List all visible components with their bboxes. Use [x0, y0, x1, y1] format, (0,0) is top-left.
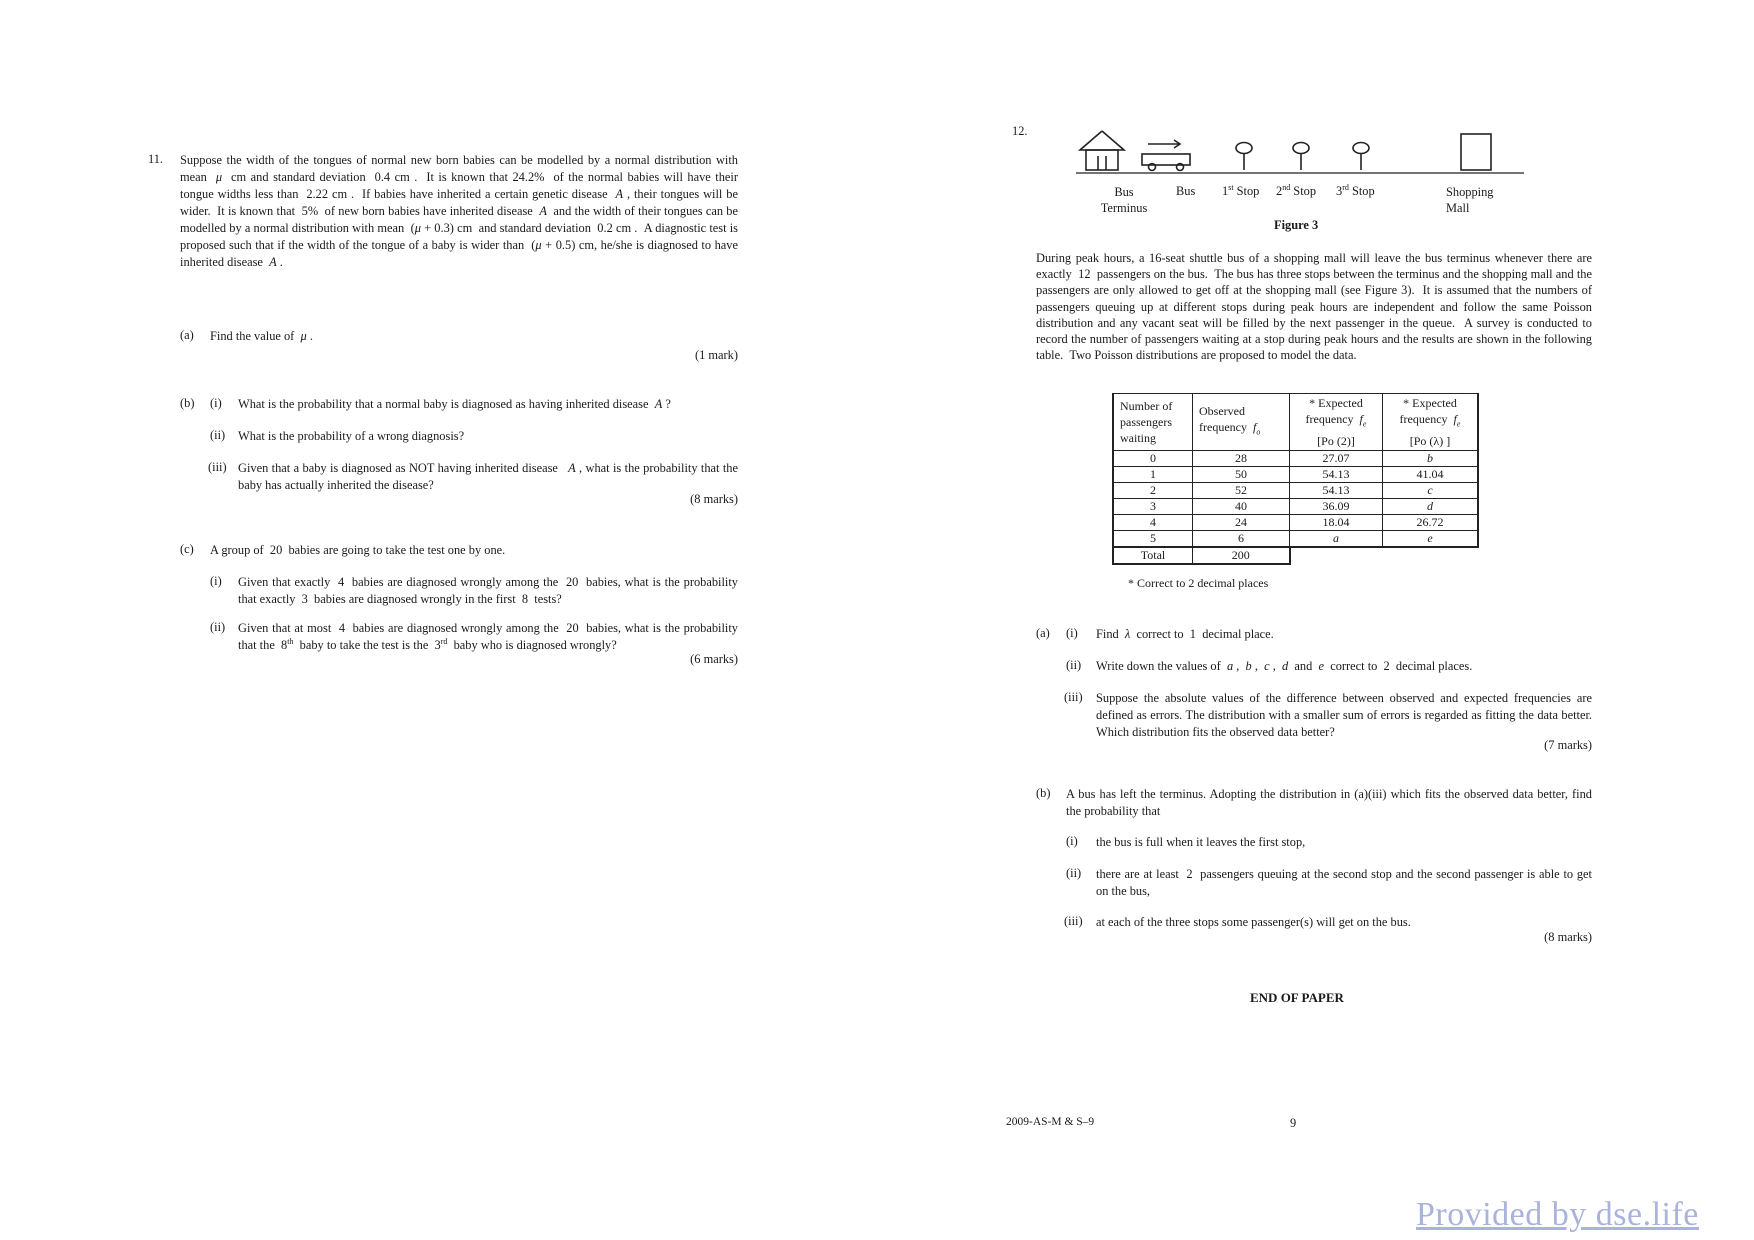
part-b-text: A bus has left the terminus. Adopting the distribution in (a)(iii) which fits the observed data better, find the probability that	[1066, 787, 1592, 818]
part-c-label: (c)	[180, 542, 194, 556]
table-cell: 50	[1193, 467, 1290, 483]
table-total-label: Total	[1113, 547, 1193, 564]
figure-label-stop-2: 2nd Stop	[1276, 182, 1317, 198]
part-c-ii-label: (ii)	[210, 620, 226, 634]
table-total-value: 200	[1193, 547, 1290, 564]
table-row	[1113, 515, 1478, 531]
table-cell: e	[1383, 531, 1479, 548]
part-b-iii-label: (iii)	[208, 460, 227, 474]
paper-code: 2009-AS-M & S–9	[1006, 1116, 1095, 1128]
question-number: 12.	[1012, 124, 1028, 138]
header-passengers: Number of passengers waiting	[1113, 394, 1193, 451]
figure-label-stop-1: 1st Stop	[1222, 182, 1260, 198]
question-11-intro: Suppose the width of the tongues of normal new born babies can be modelled by a normal distribution with mean μ cm and standard deviation 0.4 cm . It is known that 24.2% of the normal babies will have their tongue widths less than 2.22 cm . If babies have inherited a certain genetic disease A , their tongues will be wider. It is known that 5% of new born babies have inherited disease A and the width of their tongues can be modelled by a normal distribution with mean (μ + 0.3) cm and standard deviation 0.2 cm . A diagnostic test is proposed such that if the width of the tongue of a baby is wider than (μ + 0.5) cm, he/she is diagnosed to have inherited disease A .	[180, 153, 739, 269]
part-c-ii-text: Given that at most 4 babies are diagnosed wrongly among the 20 babies, what is the probability that the 8th baby to take the test is the 3rd baby who is diagnosed wrongly?	[238, 621, 738, 652]
part-a-i-text: Find λ correct to 1 decimal place.	[1096, 627, 1274, 641]
table-cell: b	[1383, 451, 1479, 467]
part-b-marks: (8 marks)	[1544, 930, 1592, 944]
part-a-marks: (1 mark)	[694, 348, 738, 362]
table-cell: 52	[1193, 483, 1290, 499]
table-cell: 0	[1113, 451, 1193, 467]
part-c-text: A group of 20 babies are going to take the test one by one.	[210, 543, 506, 557]
table-cell: 2	[1113, 483, 1193, 499]
header-expected-pol: * Expected frequency $f_e$ [Po (λ) ]	[1383, 394, 1479, 451]
part-b-i-text: What is the probability that a normal baby is diagnosed as having inherited disease A ?	[238, 397, 671, 411]
part-c-marks: (6 marks)	[690, 652, 738, 666]
part-a-ii-label: (ii)	[1066, 658, 1082, 672]
figure-caption: Figure 3	[1274, 218, 1319, 232]
table-row	[1113, 483, 1478, 499]
table-cell: c	[1383, 483, 1479, 499]
part-b-iii-label: (iii)	[1064, 914, 1083, 928]
table-cell: 27.07	[1290, 451, 1383, 467]
part-b-i-label: (i)	[210, 396, 222, 410]
part-a-marks: (7 marks)	[1544, 738, 1592, 752]
question-12-intro: During peak hours, a 16-seat shuttle bus of a shopping mall will leave the bus terminus whenever there are exactly 12 passengers on the bus. The bus has three stops between the terminus and the shopping mall and the passengers are only allowed to get off at the shopping mall (see Figure 3). It is assumed that the numbers of passengers queuing up at different stops during peak hours are independent and follow the same Poisson distribution and any vacant seat will be filled by the next passenger in the queue. A survey is conducted to record the number of passengers waiting at a stop during peak hours and the results are shown in the following table. Two Poisson distributions are proposed to model the data.	[1036, 251, 1592, 363]
stop-sign-icon	[1236, 143, 1252, 154]
terminus-building-icon	[1086, 150, 1118, 170]
table-header-row	[1113, 394, 1478, 451]
table-cell: 36.09	[1290, 499, 1383, 515]
part-a-i-label: (i)	[1066, 626, 1078, 640]
frequency-table	[1112, 393, 1479, 565]
part-a-iii-text: Suppose the absolute values of the difference between observed and expected frequencies are defined as errors. The distribution with a smaller sum of errors is regarded as fitting the data better. Which distribution fits the observed data better?	[1096, 691, 1592, 739]
table-cell: a	[1290, 531, 1383, 548]
part-b-ii-text: What is the probability of a wrong diagnosis?	[238, 429, 465, 443]
figure-label-terminus: Bus Terminus	[1100, 185, 1148, 215]
part-b-iii-text: at each of the three stops some passenger(s) will get on the bus.	[1096, 915, 1411, 929]
part-b-i-text: the bus is full when it leaves the first stop,	[1096, 835, 1306, 849]
table-cell: 4	[1113, 515, 1193, 531]
part-b-iii-text: Given that a baby is diagnosed as NOT having inherited disease A , what is the probability that the baby has actually inherited the disease?	[238, 461, 739, 492]
page-number: 9	[1290, 1116, 1297, 1130]
table-cell: 28	[1193, 451, 1290, 467]
bus-icon	[1142, 154, 1190, 165]
question-number: 11.	[148, 152, 164, 166]
part-b-label: (b)	[180, 396, 195, 410]
end-of-paper: END OF PAPER	[1250, 990, 1344, 1005]
table-cell: 40	[1193, 499, 1290, 515]
stop-sign-icon	[1293, 143, 1309, 154]
part-b-ii-label: (ii)	[1066, 866, 1082, 880]
part-b-label: (b)	[1036, 786, 1051, 800]
table-cell: 54.13	[1290, 467, 1383, 483]
part-b-ii-text: there are at least 2 passengers queuing at the second stop and the second passenger is able to get on the bus,	[1096, 867, 1592, 898]
part-c-i-text: Given that exactly 4 babies are diagnosed wrongly among the 20 babies, what is the probability that exactly 3 babies are diagnosed wrongly in the first 8 tests?	[238, 575, 738, 606]
table-row	[1113, 531, 1478, 548]
table-total-row	[1113, 547, 1478, 564]
table-cell: 1	[1113, 467, 1193, 483]
table-cell: 3	[1113, 499, 1193, 515]
table-footnote: * Correct to 2 decimal places	[1128, 576, 1269, 590]
table-cell: 5	[1113, 531, 1193, 548]
terminus-roof-icon	[1080, 131, 1124, 150]
table-cell: 18.04	[1290, 515, 1383, 531]
part-a-text: Find the value of μ .	[210, 329, 313, 343]
table-cell: 6	[1193, 531, 1290, 548]
table-row	[1113, 451, 1478, 467]
stop-sign-icon	[1353, 143, 1369, 154]
table-cell: d	[1383, 499, 1479, 515]
table-row	[1113, 467, 1478, 483]
figure-label-mall: Shopping Mall	[1446, 185, 1494, 215]
part-a-label: (a)	[180, 328, 194, 342]
part-b-marks: (8 marks)	[690, 492, 738, 506]
watermark-link[interactable]: Provided by dse.life	[1416, 1196, 1699, 1233]
part-a-label: (a)	[1036, 626, 1050, 640]
table-cell: 24	[1193, 515, 1290, 531]
figure-label-stop-3: 3rd Stop	[1336, 182, 1375, 198]
header-observed: Observed frequency $f_o$	[1193, 394, 1290, 451]
part-b-ii-label: (ii)	[210, 428, 226, 442]
table-cell: 54.13	[1290, 483, 1383, 499]
figure-label-bus: Bus	[1176, 184, 1196, 198]
part-b-i-label: (i)	[1066, 834, 1078, 848]
part-a-iii-label: (iii)	[1064, 690, 1083, 704]
shopping-mall-icon	[1461, 134, 1491, 170]
table-cell: 41.04	[1383, 467, 1479, 483]
part-c-i-label: (i)	[210, 574, 222, 588]
part-a-ii-text: Write down the values of a , b , c , d and e correct to 2 decimal places.	[1096, 659, 1473, 673]
header-expected-po2: * Expected frequency $f_e$ [Po (2)]	[1290, 394, 1383, 451]
table-cell: 26.72	[1383, 515, 1479, 531]
figure-3-diagram	[1076, 126, 1536, 182]
table-row	[1113, 499, 1478, 515]
